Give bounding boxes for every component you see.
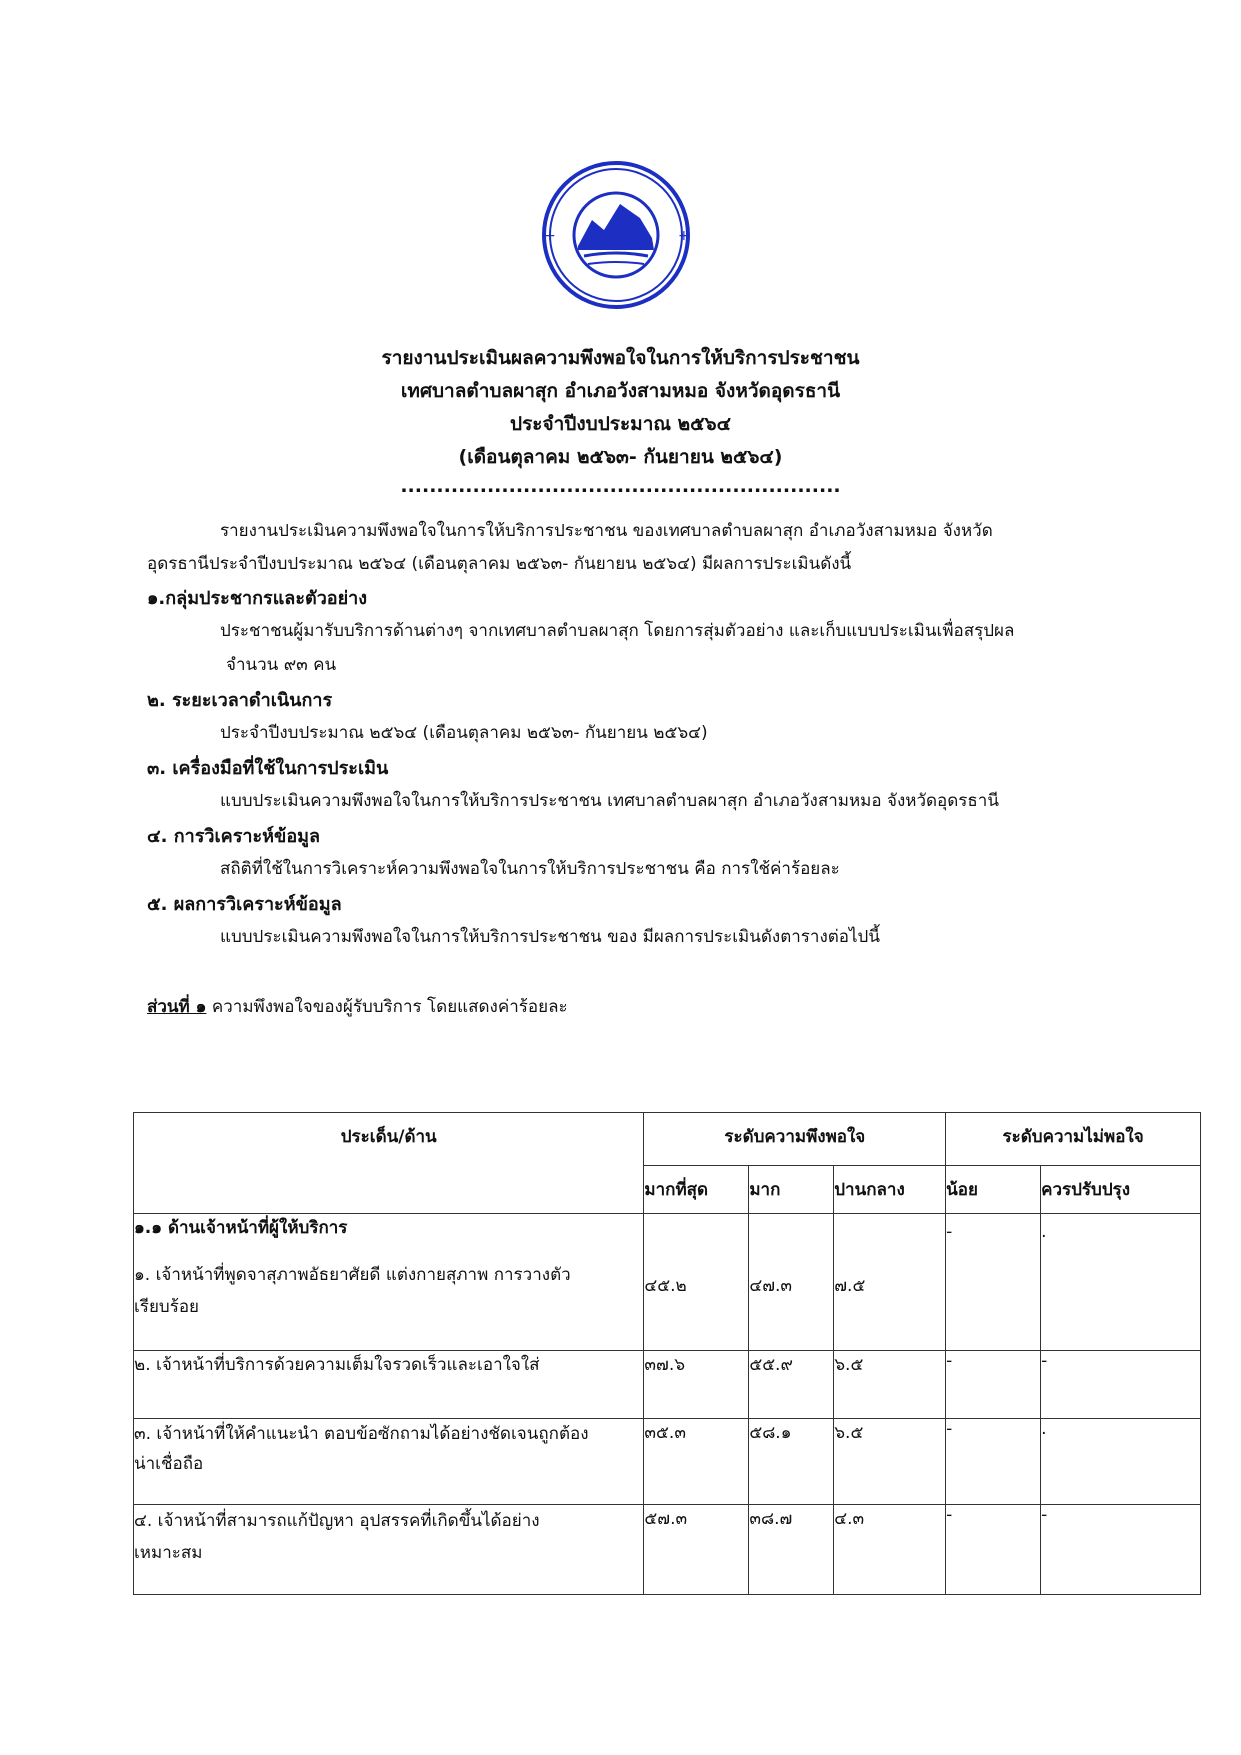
part-1-caption (147, 993, 568, 1020)
report-subtitle-org: เทศบาลตำบลผาสุก อำเภอวังสามหมอ จังหวัดอุดรธานี (400, 380, 841, 402)
section-heading-sample: ๑.กลุ่มประชากรและตัวอย่าง (147, 588, 368, 609)
row-topic (134, 1351, 644, 1419)
intro-line-2: อุดรธานีประจำปีงบประมาณ ๒๕๖๔ (เดือนตุลาคม ๒๕๖๓- กันยายน ๒๕๖๔) มีผลการประเมินดังนี้ (147, 554, 852, 574)
cell-very-high: ๓๕.๓ (644, 1419, 749, 1505)
report-title: รายงานประเมินผลความพึงพอใจในการให้บริการประชาชน (381, 347, 860, 369)
part-text: ความพึงพอใจของผู้รับบริการ โดยแสดงค่าร้อยละ (211, 997, 568, 1017)
section-heading-analysis: ๔. การวิเคราะห์ข้อมูล (147, 826, 321, 847)
table-row (134, 1351, 1201, 1419)
cell-moderate: ๗.๕ (834, 1214, 946, 1351)
cell-low: - (946, 1351, 1041, 1419)
report-fiscal-year: ประจำปีงบประมาณ ๒๕๖๔ (510, 413, 731, 435)
row-topic-text-cont: เรียบร้อย (134, 1297, 199, 1317)
header-satisfied-label: ระดับความพึงพอใจ (724, 1127, 866, 1147)
row-topic-text: ๑. เจ้าหน้าที่พูดจาสุภาพอัธยาศัยดี แต่งกายสุภาพ การวางตัว (134, 1265, 571, 1285)
municipality-seal (532, 160, 700, 310)
cell-moderate: ๖.๕ (834, 1351, 946, 1419)
header-unsatisfied-label: ระดับความไม่พอใจ (1002, 1127, 1144, 1147)
svg-text:+: + (678, 228, 690, 244)
cell-high: ๕๕.๙ (749, 1351, 834, 1419)
seal-emblem-icon (532, 160, 700, 310)
table-row (134, 1419, 1201, 1505)
section-text: ประชาชนผู้มารับบริการด้านต่างๆ จากเทศบาลตำบลผาสุก โดยการสุ่มตัวอย่าง และเก็บแบบประเมินเพื่อสรุปผล (220, 621, 1015, 641)
row-topic-text: ๓. เจ้าหน้าที่ให้คำแนะนำ ตอบข้อซักถามได้อย่างชัดเจนถูกต้อง (134, 1424, 589, 1444)
cell-needs-improvement: . (1041, 1214, 1201, 1351)
cell-high: ๓๘.๗ (749, 1505, 834, 1595)
table-row (134, 1214, 1201, 1351)
section-text: ประจำปีงบประมาณ ๒๕๖๔ (เดือนตุลาคม ๒๕๖๓- กันยายน ๒๕๖๔) (220, 723, 708, 743)
table-row (134, 1505, 1201, 1595)
header-topic (134, 1113, 644, 1214)
subheader-very-high: มากที่สุด (644, 1166, 749, 1214)
section-heading-results: ๕. ผลการวิเคราะห์ข้อมูล (147, 894, 342, 915)
cell-very-high: ๕๗.๓ (644, 1505, 749, 1595)
section-heading-duration: ๒. ระยะเวลาดำเนินการ (147, 690, 333, 711)
header-unsatisfied-group (946, 1113, 1201, 1166)
row-topic (134, 1419, 644, 1505)
cell-low: - (946, 1505, 1041, 1595)
subheader-moderate: ปานกลาง (834, 1166, 946, 1214)
cell-low: - (946, 1419, 1041, 1505)
report-period: (เดือนตุลาคม ๒๕๖๓- กันยายน ๒๕๖๔) (458, 446, 783, 468)
cell-moderate: ๖.๕ (834, 1419, 946, 1505)
subheader-high: มาก (749, 1166, 834, 1214)
header-divider: ............................................................. (400, 475, 841, 497)
cell-very-high: ๓๗.๖ (644, 1351, 749, 1419)
table-section-title: ๑.๑ ด้านเจ้าหน้าที่ผู้ให้บริการ (134, 1218, 348, 1238)
svg-text:+: + (544, 228, 556, 244)
row-topic-text-cont: เหมาะสม (134, 1543, 203, 1563)
part-label: ส่วนที่ ๑ (147, 997, 207, 1017)
cell-very-high: ๔๕.๒ (644, 1214, 749, 1351)
cell-high: ๕๘.๑ (749, 1419, 834, 1505)
intro-line-1: รายงานประเมินความพึงพอใจในการให้บริการประชาชน ของเทศบาลตำบลผาสุก อำเภอวังสามหมอ จังหวัด (220, 521, 993, 541)
section-text: จำนวน ๙๓ คน (226, 655, 337, 675)
row-topic (134, 1214, 644, 1351)
subheader-needs-improvement: ควรปรับปรุง (1041, 1166, 1201, 1214)
header-topic-label: ประเด็น/ด้าน (340, 1127, 437, 1147)
header-satisfied-group (644, 1113, 946, 1166)
cell-needs-improvement: - (1041, 1505, 1201, 1595)
cell-high: ๔๗.๓ (749, 1214, 834, 1351)
row-topic-text-cont: น่าเชื่อถือ (134, 1454, 204, 1474)
row-topic-text: ๒. เจ้าหน้าที่บริการด้วยความเต็มใจรวดเร็วและเอาใจใส่ (134, 1355, 540, 1375)
section-text: แบบประเมินความพึงพอใจในการให้บริการประชาชน ของ มีผลการประเมินดังตารางต่อไปนี้ (220, 927, 880, 947)
subheader-low: น้อย (946, 1166, 1041, 1214)
satisfaction-table (133, 1112, 1201, 1595)
cell-moderate: ๔.๓ (834, 1505, 946, 1595)
row-topic (134, 1505, 644, 1595)
section-text: สถิติที่ใช้ในการวิเคราะห์ความพึงพอใจในการให้บริการประชาชน คือ การใช้ค่าร้อยละ (220, 859, 840, 879)
row-topic-text: ๔. เจ้าหน้าที่สามารถแก้ปัญหา อุปสรรคที่เกิดขึ้นได้อย่าง (134, 1511, 540, 1531)
cell-needs-improvement: . (1041, 1419, 1201, 1505)
section-heading-tools: ๓. เครื่องมือที่ใช้ในการประเมิน (147, 758, 389, 779)
section-text: แบบประเมินความพึงพอใจในการให้บริการประชาชน เทศบาลตำบลผาสุก อำเภอวังสามหมอ จังหวัดอุดรธานี (220, 791, 999, 811)
cell-needs-improvement: - (1041, 1351, 1201, 1419)
cell-low: - (946, 1214, 1041, 1351)
